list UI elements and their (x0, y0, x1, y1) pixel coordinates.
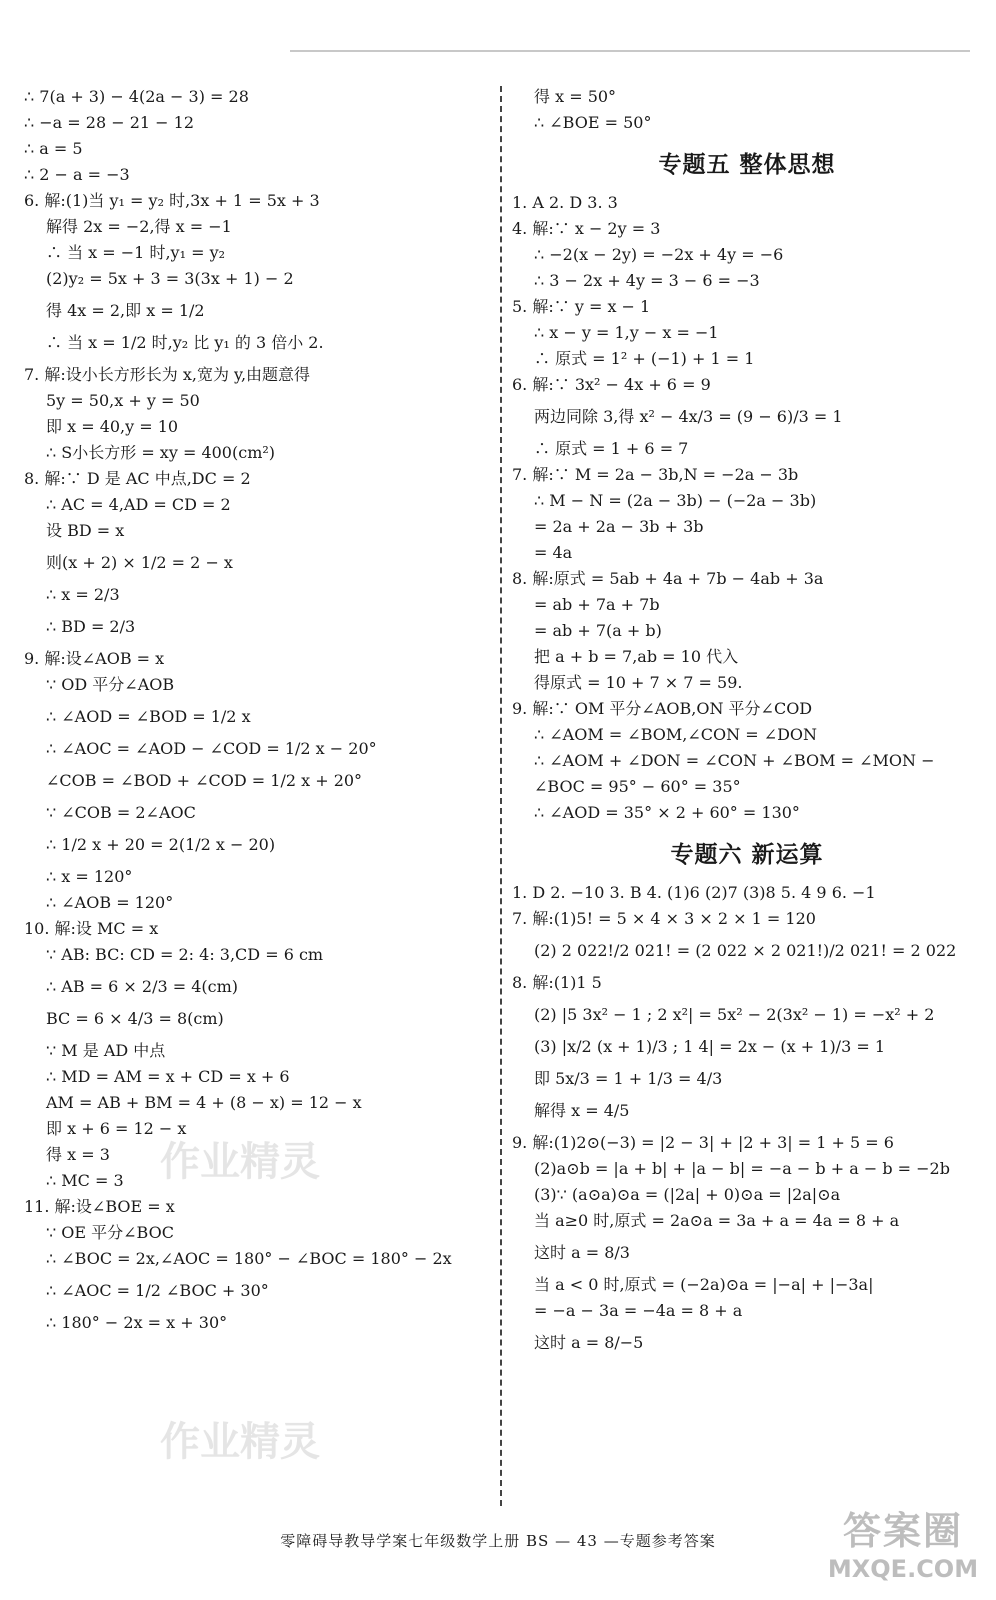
problem-9-heading: 9. 解:∵ OM 平分∠AOB,ON 平分∠COD (512, 699, 813, 718)
solution-line: = 4a (534, 543, 573, 562)
site-logo (820, 1508, 986, 1594)
solution-line: ∴ 当 x = 1/2 时,y₂ 比 y₁ 的 3 倍小 2. (46, 333, 324, 352)
solution-line: = 2a + 2a − 3b + 3b (534, 517, 704, 536)
problem-9-heading: 9. 解:设∠AOB = x (24, 649, 165, 668)
solution-line: ∴ ∠AOD = ∠BOD = 1/2 x (46, 707, 251, 726)
solution-line: ∴ ∠AOM = ∠BOM,∠CON = ∠DON (534, 725, 818, 744)
determinant-line: (3) |x/2 (x + 1)/3 ; 1 4| = 2x − (x + 1)/3 = 1 (534, 1037, 886, 1056)
solution-line: 这时 a = 8/3 (534, 1243, 630, 1262)
solution-line: 即 x + 6 = 12 − x (46, 1119, 187, 1138)
problem-8-heading: 8. 解:∵ D 是 AC 中点,DC = 2 (24, 469, 251, 488)
solution-line: ∴ ∠BOC = 2x,∠AOC = 180° − ∠BOC = 180° − 2x (46, 1249, 452, 1268)
determinant-line: (2) |5 3x² − 1 ; 2 x²| = 5x² − 2(3x² − 1) = −x² + 2 (534, 1005, 935, 1024)
solution-line: = ab + 7(a + b) (534, 621, 662, 640)
solution-line: ∴ 2 − a = −3 (24, 165, 130, 184)
solution-line: ∴ MD = AM = x + CD = x + 6 (46, 1067, 290, 1086)
solution-line: ∴ 原式 = 1 + 6 = 7 (534, 439, 689, 458)
solution-line: ∴ 原式 = 1² + (−1) + 1 = 1 (534, 349, 755, 368)
solution-line: (2) 2 022!/2 021! = (2 022 × 2 021!)/2 021! = 2 022 (534, 941, 957, 960)
solution-line: ∴ ∠AOB = 120° (46, 893, 174, 912)
solution-line: 则(x + 2) × 1/2 = 2 − x (46, 553, 233, 572)
answer-line: 1. A 2. D 3. 3 (512, 193, 618, 212)
solution-line: 解得 2x = −2,得 x = −1 (46, 217, 232, 236)
solution-line: 即 x = 40,y = 10 (46, 417, 179, 436)
answer-line: 1. D 2. −10 3. B 4. (1)6 (2)7 (3)8 5. 4 9 6. −1 (512, 883, 876, 902)
problem-7-heading: 7. 解:设小长方形长为 x,宽为 y,由题意得 (24, 365, 311, 384)
problem-11-heading: 11. 解:设∠BOE = x (24, 1197, 175, 1216)
solution-line: ∴ 3 − 2x + 4y = 3 − 6 = −3 (534, 271, 760, 290)
solution-line: ∴ BD = 2/3 (46, 617, 136, 636)
solution-line: 得 x = 3 (46, 1145, 110, 1164)
problem-8-heading: 8. 解:原式 = 5ab + 4a + 7b − 4ab + 3a (512, 569, 824, 588)
logo-url: MXQE.COM (827, 1555, 979, 1583)
section-5-title: 专题五 整体思想 (658, 152, 836, 178)
problem-5-heading: 5. 解:∵ y = x − 1 (512, 297, 651, 316)
section-6-title: 专题六 新运算 (670, 842, 824, 868)
solution-line: ∴ M − N = (2a − 3b) − (−2a − 3b) (534, 491, 817, 510)
solution-line: ∴ AC = 4,AD = CD = 2 (46, 495, 231, 514)
solution-line: 这时 a = 8/−5 (534, 1333, 644, 1352)
solution-line: ∴ −a = 28 − 21 − 12 (24, 113, 195, 132)
solution-line: ∴ ∠AOD = 35° × 2 + 60° = 130° (534, 803, 800, 822)
solution-line: ∵ OD 平分∠AOB (46, 675, 175, 694)
watermark: 作业精灵 (160, 1419, 320, 1465)
solution-line: (3)∵ (a⊙a)⊙a = (|2a| + 0)⊙a = |2a|⊙a (534, 1185, 841, 1204)
problem-7-heading: 7. 解:∵ M = 2a − 3b,N = −2a − 3b (512, 465, 799, 484)
solution-line: ∴ 1/2 x + 20 = 2(1/2 x − 20) (46, 835, 276, 854)
solution-line: = ab + 7a + 7b (534, 595, 660, 614)
solution-line: ∴ 180° − 2x = x + 30° (46, 1313, 228, 1332)
solution-line: 5y = 50,x + y = 50 (46, 391, 200, 410)
solution-line: 当 a≥0 时,原式 = 2a⊙a = 3a + a = 4a = 8 + a (534, 1211, 900, 1230)
solution-line: ∴ x − y = 1,y − x = −1 (534, 323, 719, 342)
top-rule (290, 50, 970, 52)
solution-line: ∠COB = ∠BOD + ∠COD = 1/2 x + 20° (46, 771, 363, 790)
solution-line: ∴ S小长方形 = xy = 400(cm²) (46, 443, 276, 462)
problem-8-heading: 8. 解:(1)1 5 (512, 973, 602, 992)
solution-line: ∴ ∠AOM + ∠DON = ∠CON + ∠BOM = ∠MON − (534, 751, 935, 770)
solution-line: ∵ M 是 AD 中点 (46, 1041, 166, 1060)
solution-line: AM = AB + BM = 4 + (8 − x) = 12 − x (46, 1093, 362, 1112)
problem-7-heading: 7. 解:(1)5! = 5 × 4 × 3 × 2 × 1 = 120 (512, 909, 816, 928)
solution-line: ∴ ∠AOC = ∠AOD − ∠COD = 1/2 x − 20° (46, 739, 377, 758)
solution-line: (2)a⊙b = |a + b| + |a − b| = −a − b + a − b = −2b (534, 1159, 950, 1178)
solution-line: ∴ AB = 6 × 2/3 = 4(cm) (46, 977, 239, 996)
solution-line: BC = 6 × 4/3 = 8(cm) (46, 1009, 224, 1028)
solution-line: ∴ 7(a + 3) − 4(2a − 3) = 28 (24, 87, 249, 106)
problem-6-heading: 6. 解:(1)当 y₁ = y₂ 时,3x + 1 = 5x + 3 (24, 191, 320, 210)
solution-line: ∴ MC = 3 (46, 1171, 124, 1190)
solution-line: 当 a < 0 时,原式 = (−2a)⊙a = |−a| + |−3a| (534, 1275, 874, 1294)
solution-line: (2)y₂ = 5x + 3 = 3(3x + 1) − 2 (46, 269, 294, 288)
solution-line: ∴ x = 2/3 (46, 585, 120, 604)
solution-line: ∴ 当 x = −1 时,y₁ = y₂ (46, 243, 226, 262)
solution-line: 得原式 = 10 + 7 × 7 = 59. (534, 673, 743, 692)
solution-line: ∴ ∠AOC = 1/2 ∠BOC + 30° (46, 1281, 269, 1300)
solution-line: ∴ a = 5 (24, 139, 83, 158)
problem-4-heading: 4. 解:∵ x − 2y = 3 (512, 219, 661, 238)
watermark: 作业精灵 (160, 1139, 320, 1185)
solution-line: 把 a + b = 7,ab = 10 代入 (534, 647, 739, 666)
page-footer: 零障碍导教导学案七年级数学上册 BS — 43 —专题参考答案 (280, 1532, 716, 1550)
left-column (24, 84, 494, 1336)
solution-line: ∴ ∠BOE = 50° (534, 113, 652, 132)
solution-line: 两边同除 3,得 x² − 4x/3 = (9 − 6)/3 = 1 (534, 407, 843, 426)
solution-line: 解得 x = 4/5 (534, 1101, 630, 1120)
solution-line: ∵ OE 平分∠BOC (46, 1223, 174, 1242)
problem-10-heading: 10. 解:设 MC = x (24, 919, 159, 938)
solution-line: 即 5x/3 = 1 + 1/3 = 4/3 (534, 1069, 723, 1088)
solution-line: ∵ ∠COB = 2∠AOC (46, 803, 196, 822)
solution-line: 设 BD = x (46, 521, 125, 540)
solution-line: ∴ −2(x − 2y) = −2x + 4y = −6 (534, 245, 784, 264)
problem-6-heading: 6. 解:∵ 3x² − 4x + 6 = 9 (512, 375, 711, 394)
solution-line: 得 x = 50° (534, 87, 617, 106)
solution-line: ∴ x = 120° (46, 867, 133, 886)
problem-9-heading: 9. 解:(1)2⊙(−3) = |2 − 3| + |2 + 3| = 1 + 5 = 6 (512, 1133, 894, 1152)
solution-line: = −a − 3a = −4a = 8 + a (534, 1301, 743, 1320)
column-divider (500, 86, 502, 1506)
right-column (512, 84, 982, 1362)
logo-text: 答案圈 (842, 1509, 963, 1553)
solution-line: 得 4x = 2,即 x = 1/2 (46, 301, 205, 320)
solution-line: ∵ AB: BC: CD = 2: 4: 3,CD = 6 cm (46, 945, 324, 964)
solution-line: ∠BOC = 95° − 60° = 35° (534, 777, 741, 796)
